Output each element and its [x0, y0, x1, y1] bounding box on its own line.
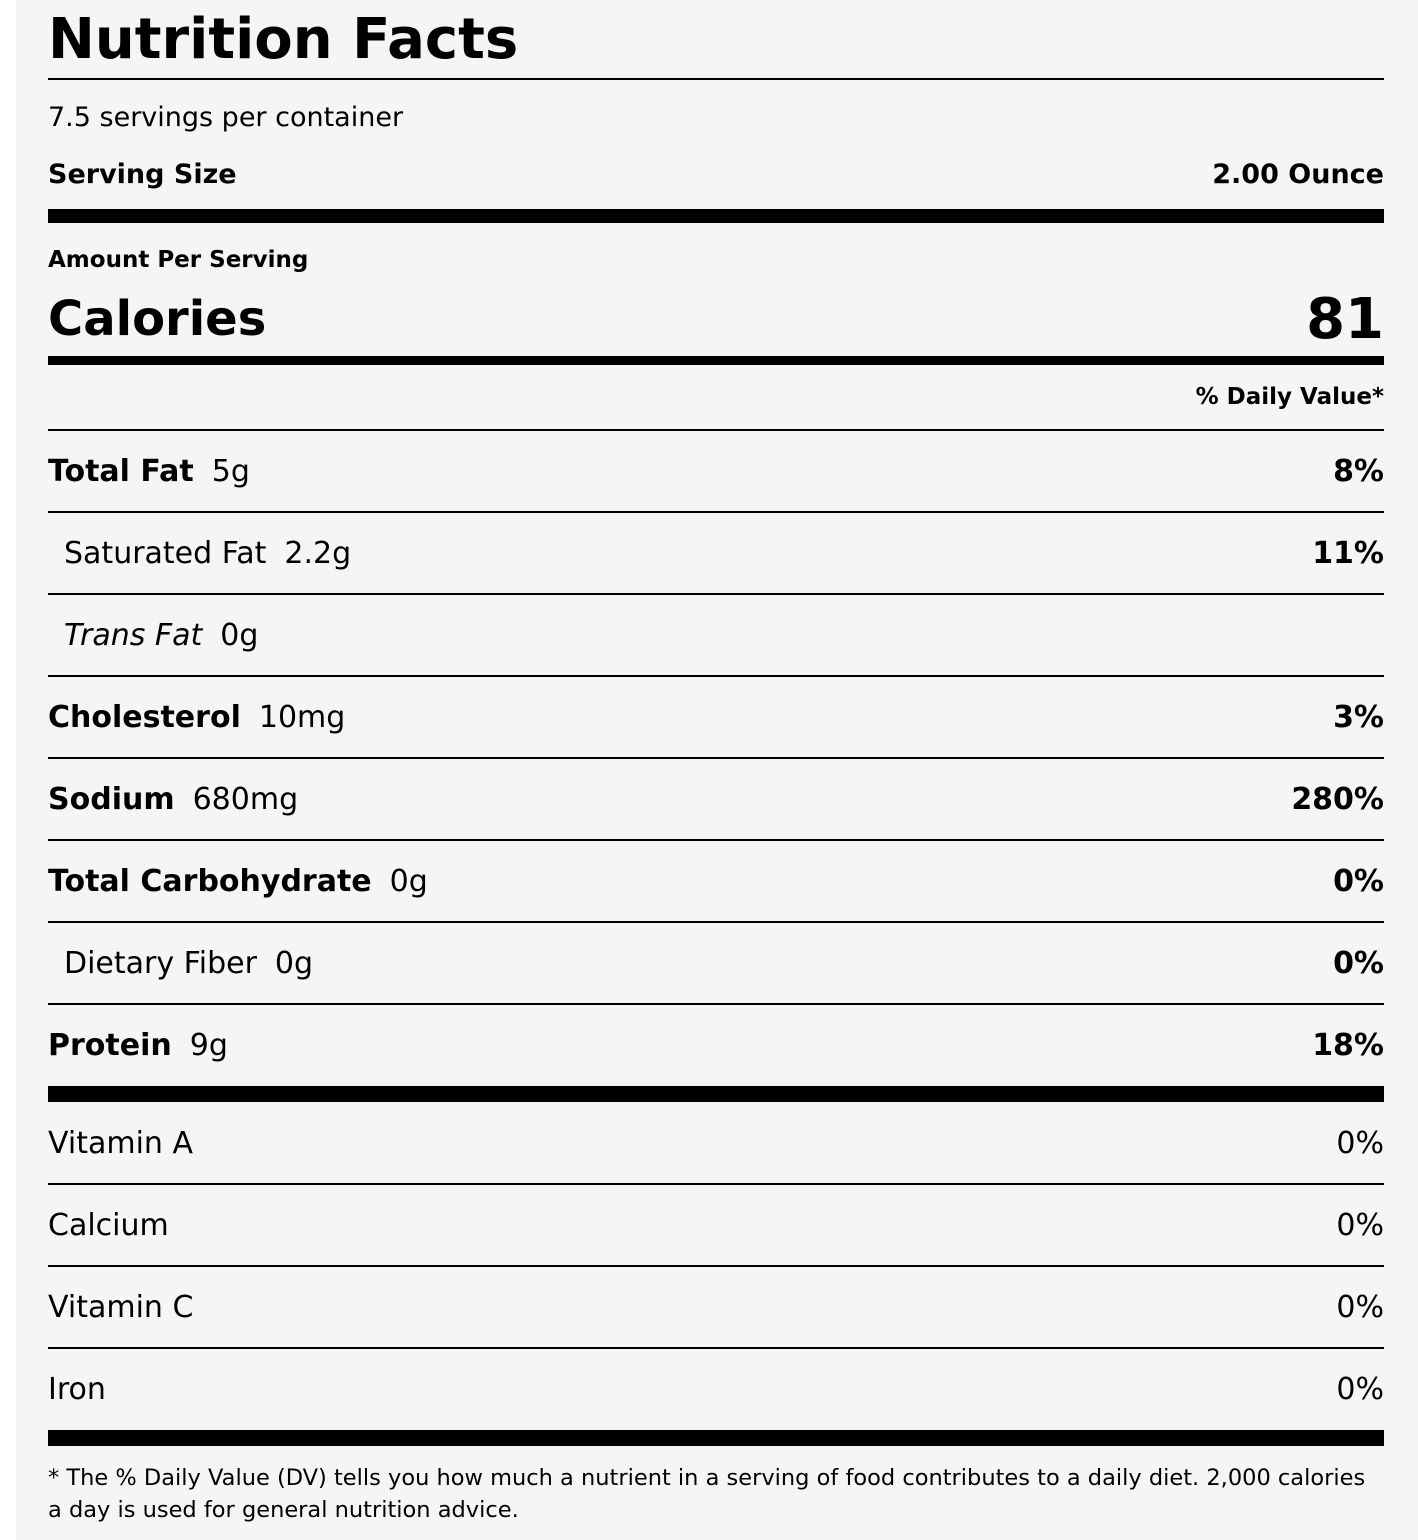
nutrient-amount: 680mg	[192, 781, 299, 817]
nutrient-name: Dietary Fiber	[64, 945, 257, 981]
title-divider	[48, 78, 1384, 80]
nutrient-amount: 0g	[389, 863, 428, 899]
nutrient-row-protein	[48, 1005, 1384, 1085]
vitamin-name: Vitamin C	[48, 1289, 194, 1325]
nutrient-daily-value: 18%	[1312, 1027, 1384, 1063]
vitamin-daily-value: 0%	[1336, 1371, 1384, 1407]
nutrient-name: Cholesterol	[48, 699, 241, 735]
amount-per-serving: Amount Per Serving	[48, 247, 309, 273]
daily-value-footnote: * The % Daily Value (DV) tells you how much a nutrient in a serving of food contributes to a daily diet. 2,000 calories a day is used for general nutrition advice.	[48, 1465, 1366, 1523]
daily-value-header-row	[48, 381, 1384, 413]
nutrient-daily-value: 0%	[1333, 863, 1384, 899]
calories-row	[48, 286, 1384, 352]
calories-label: Calories	[48, 291, 267, 347]
vitamin-row-vitamin-a	[48, 1103, 1384, 1183]
nutrient-row-saturated-fat	[48, 513, 1384, 593]
vitamin-daily-value: 0%	[1336, 1207, 1384, 1243]
vitamin-daily-value: 0%	[1336, 1125, 1384, 1161]
serving-size-row	[48, 156, 1384, 192]
serving-size-divider	[48, 209, 1384, 223]
vitamin-name: Vitamin A	[48, 1125, 193, 1161]
calories-divider	[48, 356, 1384, 365]
vitamins-divider	[48, 1430, 1384, 1446]
nutrient-name: Saturated Fat	[64, 535, 267, 571]
nutrient-daily-value: 11%	[1312, 535, 1384, 571]
serving-size-value: 2.00 Ounce	[1212, 158, 1384, 190]
nutrient-name: Total Carbohydrate	[48, 863, 372, 899]
nutrient-daily-value: 0%	[1333, 945, 1384, 981]
nutrient-daily-value: 3%	[1333, 699, 1384, 735]
nutrient-amount: 10mg	[258, 699, 346, 735]
nutrient-name: Total Fat	[48, 453, 194, 489]
nutrient-row-dietary-fiber	[48, 923, 1384, 1003]
nutrient-daily-value: 8%	[1333, 453, 1384, 489]
nutrient-name: Trans Fat	[64, 617, 203, 653]
vitamin-row-calcium	[48, 1185, 1384, 1265]
nutrient-name: Protein	[48, 1027, 172, 1063]
nutrient-amount: 5g	[211, 453, 250, 489]
calories-value: 81	[1306, 286, 1384, 352]
nutrient-row-cholesterol	[48, 677, 1384, 757]
nutrient-amount: 2.2g	[284, 535, 352, 571]
servings-per-container: 7.5 servings per container	[48, 102, 404, 133]
nutrient-amount: 0g	[220, 617, 259, 653]
nutrient-row-sodium	[48, 759, 1384, 839]
nutrition-page	[16, 0, 1418, 1540]
vitamin-name: Calcium	[48, 1207, 169, 1243]
serving-size-label: Serving Size	[48, 158, 237, 190]
nutrient-name: Sodium	[48, 781, 175, 817]
nutrient-amount: 0g	[274, 945, 314, 981]
label-title: Nutrition Facts	[48, 7, 519, 72]
vitamin-row-iron	[48, 1349, 1384, 1429]
protein-divider	[48, 1086, 1384, 1102]
vitamin-name: Iron	[48, 1371, 106, 1407]
nutrient-row-trans-fat	[48, 595, 1384, 675]
nutrient-daily-value: 280%	[1291, 781, 1384, 817]
vitamin-daily-value: 0%	[1336, 1289, 1384, 1325]
daily-value-header: % Daily Value*	[1195, 384, 1384, 410]
nutrient-row-total-fat	[48, 431, 1384, 511]
nutrient-row-total-carbohydrate	[48, 841, 1384, 921]
nutrient-amount: 9g	[189, 1027, 228, 1063]
vitamin-row-vitamin-c	[48, 1267, 1384, 1347]
